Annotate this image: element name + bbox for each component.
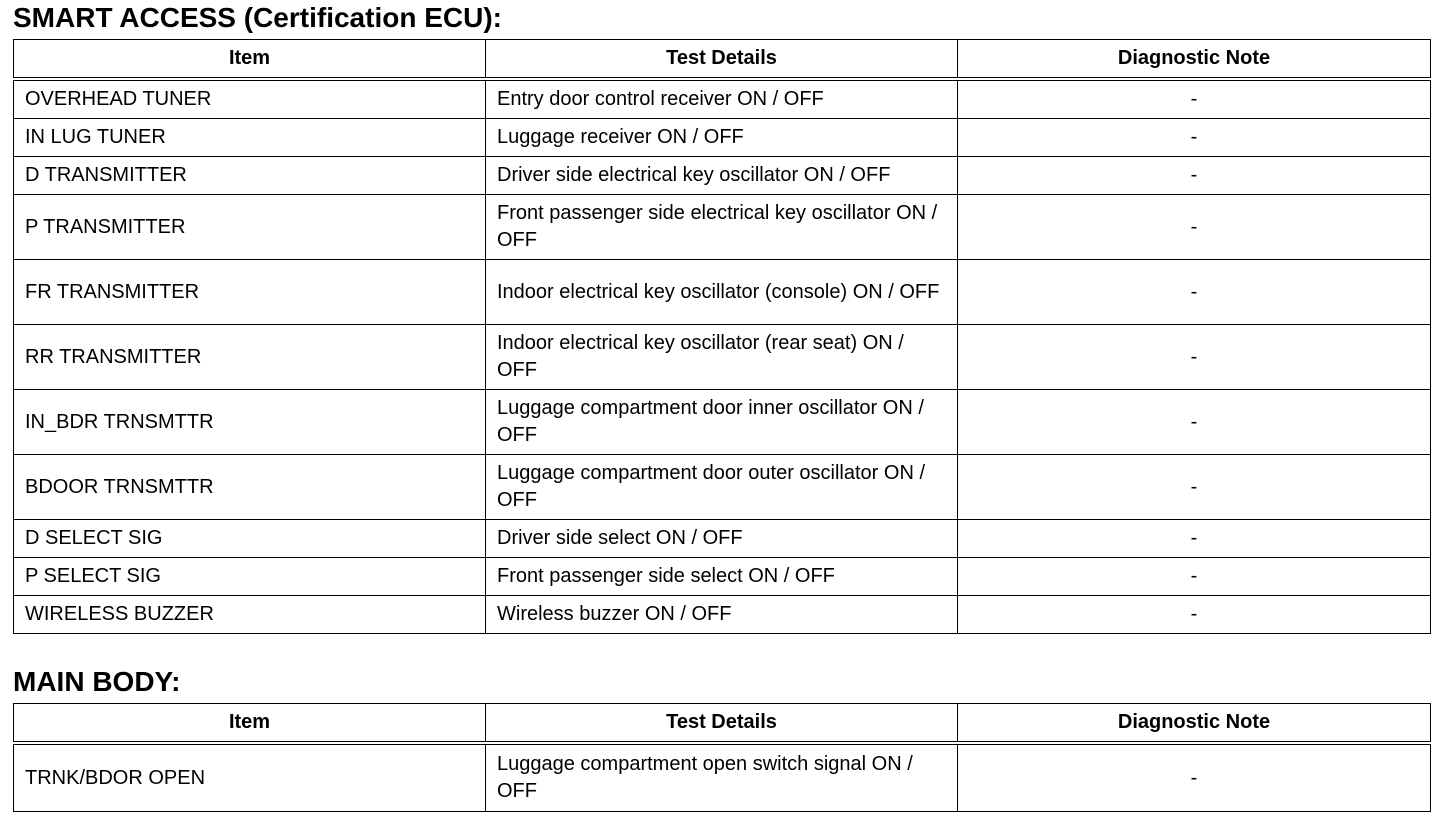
table-row xyxy=(14,157,1431,195)
item-cell: IN_BDR TRNSMTTR xyxy=(14,390,486,455)
table-row xyxy=(14,195,1431,260)
item-cell: FR TRANSMITTER xyxy=(14,260,486,325)
table-row xyxy=(14,325,1431,390)
test-details-cell: Luggage compartment open switch signal ON / OFF xyxy=(486,743,958,812)
diagnostic-note-cell: - xyxy=(958,455,1431,520)
column-header-test-details: Test Details xyxy=(486,40,958,80)
diagnostic-note-cell: - xyxy=(958,390,1431,455)
item-cell: D TRANSMITTER xyxy=(14,157,486,195)
smart-access-table xyxy=(13,39,1431,634)
test-details-cell: Driver side electrical key oscillator ON / OFF xyxy=(486,157,958,195)
column-header-diagnostic-note: Diagnostic Note xyxy=(958,40,1431,80)
item-cell: WIRELESS BUZZER xyxy=(14,596,486,634)
diagnostic-note-cell: - xyxy=(958,743,1431,812)
item-cell: RR TRANSMITTER xyxy=(14,325,486,390)
diagnostic-note-cell: - xyxy=(958,157,1431,195)
test-details-cell: Luggage compartment door inner oscillator ON / OFF xyxy=(486,390,958,455)
item-cell: TRNK/BDOR OPEN xyxy=(14,743,486,812)
item-cell: IN LUG TUNER xyxy=(14,119,486,157)
diagnostic-note-cell: - xyxy=(958,195,1431,260)
column-header-item: Item xyxy=(14,704,486,744)
diagnostic-note-cell: - xyxy=(958,119,1431,157)
item-cell: P TRANSMITTER xyxy=(14,195,486,260)
table-row xyxy=(14,390,1431,455)
test-details-cell: Wireless buzzer ON / OFF xyxy=(486,596,958,634)
table-row xyxy=(14,119,1431,157)
item-cell: OVERHEAD TUNER xyxy=(14,79,486,119)
diagnostic-note-cell: - xyxy=(958,325,1431,390)
test-details-cell: Front passenger side electrical key oscillator ON / OFF xyxy=(486,195,958,260)
test-details-cell: Driver side select ON / OFF xyxy=(486,520,958,558)
diagnostic-note-cell: - xyxy=(958,260,1431,325)
table-row xyxy=(14,455,1431,520)
table-header-row xyxy=(14,40,1431,80)
table-header-row xyxy=(14,704,1431,744)
main-body-table xyxy=(13,703,1431,812)
table-row xyxy=(14,79,1431,119)
diagnostic-note-cell: - xyxy=(958,558,1431,596)
table-row xyxy=(14,743,1431,812)
test-details-cell: Indoor electrical key oscillator (console) ON / OFF xyxy=(486,260,958,325)
test-details-cell: Luggage compartment door outer oscillator ON / OFF xyxy=(486,455,958,520)
section-title-smart-access: SMART ACCESS (Certification ECU): xyxy=(13,2,502,33)
diagnostic-note-cell: - xyxy=(958,79,1431,119)
diagnostic-note-cell: - xyxy=(958,520,1431,558)
test-details-cell: Indoor electrical key oscillator (rear seat) ON / OFF xyxy=(486,325,958,390)
column-header-diagnostic-note: Diagnostic Note xyxy=(958,704,1431,744)
column-header-item: Item xyxy=(14,40,486,80)
test-details-cell: Front passenger side select ON / OFF xyxy=(486,558,958,596)
table-row xyxy=(14,558,1431,596)
item-cell: BDOOR TRNSMTTR xyxy=(14,455,486,520)
column-header-test-details: Test Details xyxy=(486,704,958,744)
diagnostic-note-cell: - xyxy=(958,596,1431,634)
test-details-cell: Luggage receiver ON / OFF xyxy=(486,119,958,157)
test-details-cell: Entry door control receiver ON / OFF xyxy=(486,79,958,119)
table-row xyxy=(14,520,1431,558)
table-row xyxy=(14,596,1431,634)
item-cell: D SELECT SIG xyxy=(14,520,486,558)
item-cell: P SELECT SIG xyxy=(14,558,486,596)
section-title-main-body: MAIN BODY: xyxy=(13,666,181,697)
table-row xyxy=(14,260,1431,325)
